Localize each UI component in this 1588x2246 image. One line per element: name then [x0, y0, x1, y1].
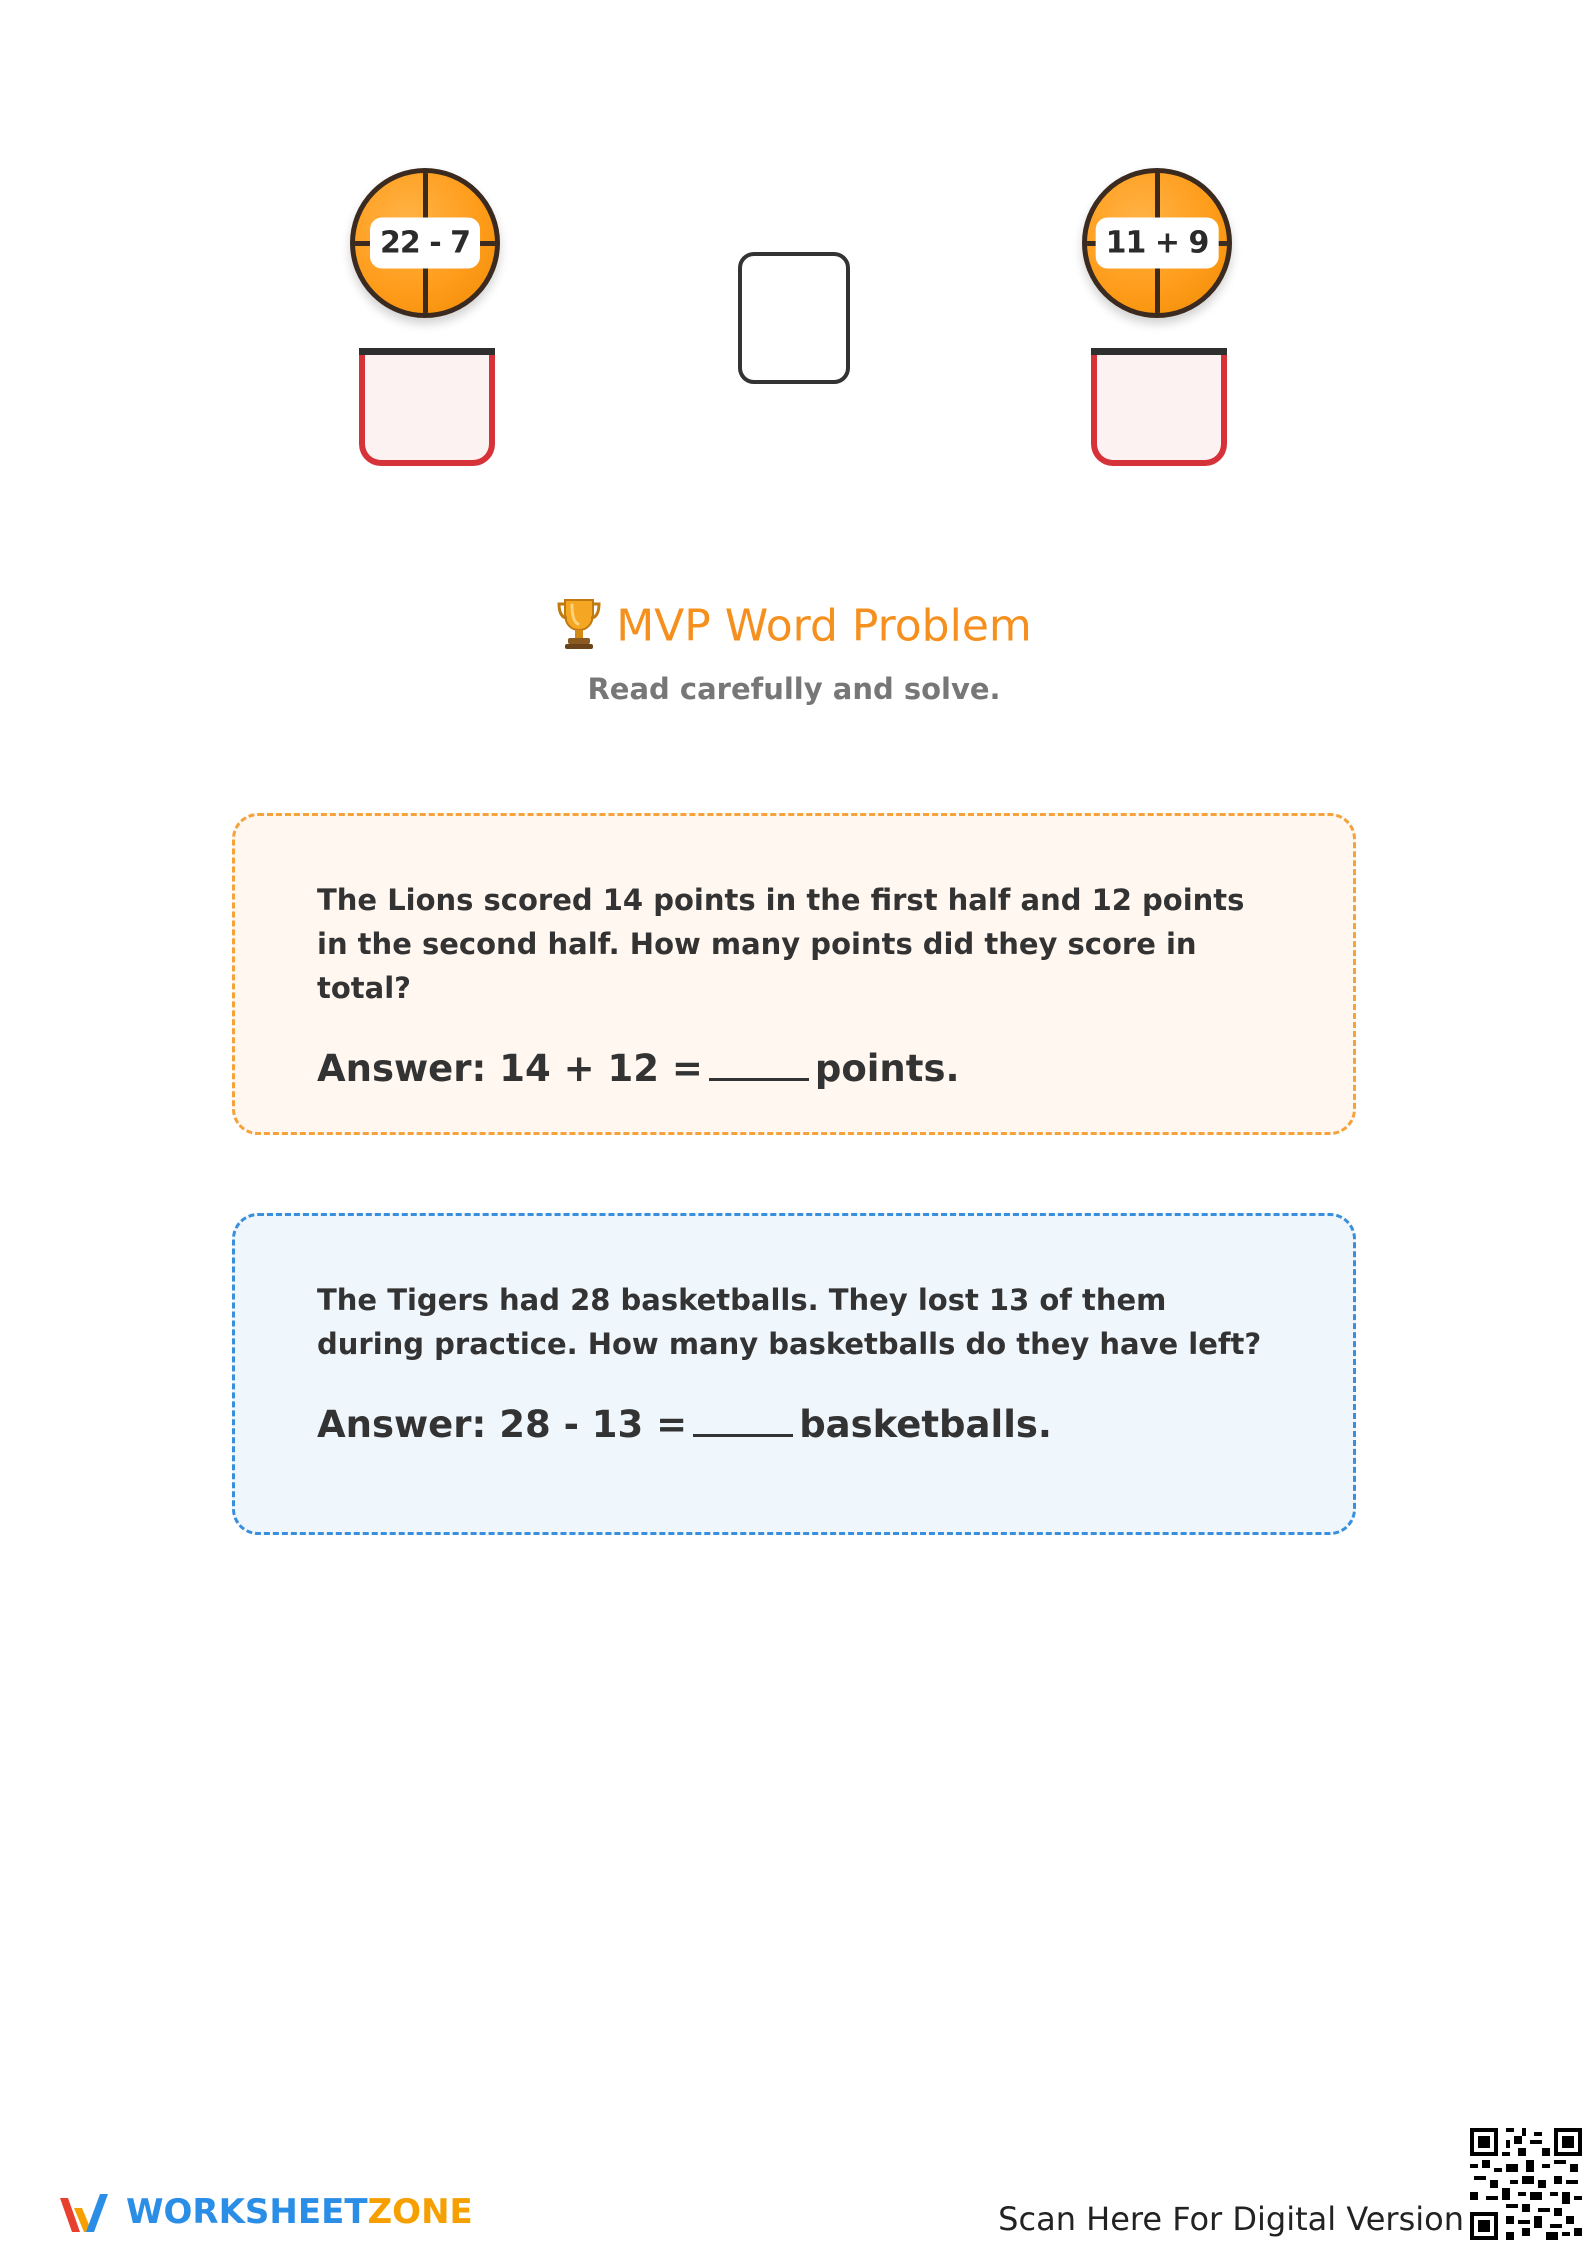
answer-box[interactable]: [738, 252, 850, 384]
section-heading: [0, 596, 1588, 661]
brand-text-part2: ZONE: [367, 2192, 473, 2232]
word-problem-card-2: [232, 1213, 1356, 1535]
word-problem-answer: [317, 1398, 1271, 1446]
basketball-left: [350, 168, 500, 318]
heading-title: MVP Word Problem: [616, 600, 1032, 652]
word-problem-question: The Lions scored 14 points in the first half and 12 points in the second half. How many points did they score in total?: [317, 883, 1245, 1005]
answer-prefix: Answer: 14 + 12 =: [317, 1047, 703, 1090]
word-problem-question: The Tigers had 28 basketballs. They lost 13 of them during practice. How many basketballs do they have left?: [317, 1283, 1262, 1361]
basketball-right: [1082, 168, 1232, 318]
answer-blank[interactable]: [709, 1042, 809, 1081]
scan-text: Scan Here For Digital Version: [998, 2200, 1464, 2238]
answer-prefix: Answer: 28 - 13 =: [317, 1403, 688, 1446]
qr-code-icon[interactable]: [1470, 2128, 1582, 2240]
answer-unit: points.: [814, 1047, 960, 1090]
ball-problem-right: 11 + 9: [1096, 218, 1219, 269]
word-problem-card-1: [232, 813, 1356, 1135]
answer-blank[interactable]: [693, 1398, 793, 1437]
word-problem-answer: [317, 1042, 1271, 1090]
brand-text-part1: WORKSHEET: [126, 2192, 368, 2232]
brand-logo: [56, 2184, 473, 2240]
worksheetzone-logo-icon: [56, 2184, 112, 2240]
answer-unit: basketballs.: [799, 1403, 1052, 1446]
hoop-left: [359, 348, 495, 466]
ball-problem-left: 22 - 7: [370, 218, 480, 269]
heading-subtitle: Read carefully and solve.: [587, 672, 1001, 706]
hoop-right: [1091, 348, 1227, 466]
trophy-icon: [556, 596, 602, 661]
